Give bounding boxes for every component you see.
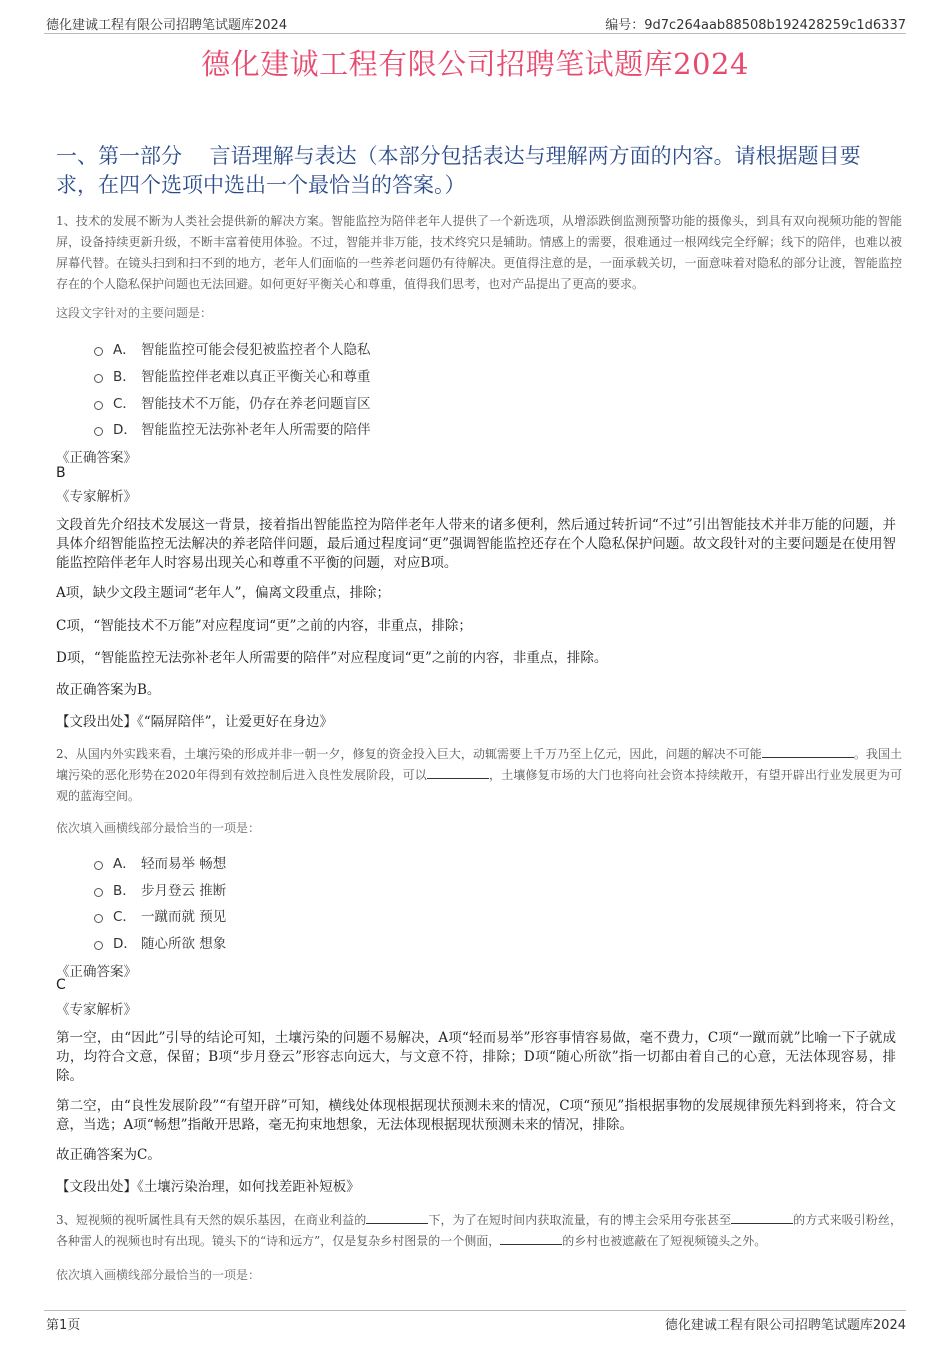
option-text: 智能技术不万能，仍存在养老问题盲区	[141, 396, 371, 412]
section-heading: 一、第一部分 言语理解与表达（本部分包括表达与理解两方面的内容。请根据题目要求，在四个选项中选出一个最恰当的答案。）	[56, 144, 861, 197]
footer-divider	[44, 1310, 906, 1311]
fill-blank	[500, 1232, 562, 1245]
header-doc-id: 编号：9d7c264aab88508b192428259c1d6337	[605, 18, 906, 33]
option-text: 步月登云 推断	[141, 883, 227, 899]
q2-analysis-blank2: 第二空，由“良性发展阶段”“有望开辟”可知，横线处体现根据现状预测未来的情况，C项“预见”指根据事物的发展规律预先料到将来，符合文意，当选；A项“畅想”指敞开思路，毫无拘束地想象，无法体现根据现状预测未来的情况，排除。	[56, 1098, 896, 1133]
q1-option-d[interactable]	[94, 418, 371, 438]
q1-analysis-d: D项，“智能监控无法弥补老年人所需要的陪伴”对应程度词“更”之前的内容，非重点，排除。	[56, 650, 608, 666]
q3-prompt: 依次填入画横线部分最恰当的一项是：	[56, 1268, 261, 1282]
radio-icon[interactable]	[94, 347, 103, 356]
option-text: 智能监控伴老难以真正平衡关心和尊重	[141, 369, 371, 385]
radio-icon[interactable]	[94, 861, 103, 870]
option-letter: C．	[113, 396, 136, 412]
q2-option-c[interactable]	[94, 905, 226, 925]
option-text: 轻而易举 畅想	[141, 856, 227, 872]
q2-passage	[56, 744, 902, 807]
q2-analysis-label: 《专家解析》	[56, 1002, 137, 1018]
q2-option-d[interactable]	[94, 932, 226, 952]
page-number: 第1页	[46, 1318, 81, 1333]
q1-analysis-a: A项，缺少文段主题词“老年人”，偏离文段重点，排除；	[56, 585, 391, 601]
q1-analysis-main: 文段首先介绍技术发展这一背景，接着指出智能监控为陪伴老年人带来的诸多便利，然后通过转折词“不过”引出智能技术并非万能的问题，并具体介绍智能监控无法解决的养老陪伴问题，最后通过程度词“更”强调智能监控还存在个人隐私保护问题。故文段针对的主要问题是在使用智能监控陪伴老年人时容易出现关心和尊重不平衡的问题，对应B项。	[56, 517, 896, 571]
option-text: 一蹴而就 预见	[141, 909, 227, 925]
fill-blank	[427, 766, 489, 779]
q3-text-part3: 的方式来吸引粉丝，各种雷人的视频也时有出现。镜头下的“诗和远方”，仅是复杂乡村图景的一个侧面，	[56, 1213, 902, 1248]
q3-text-part4: 的乡村也被遮蔽在了短视频镜头之外。	[562, 1234, 767, 1248]
option-letter: C．	[113, 909, 136, 925]
q3-text-part1: 3、短视频的视听属性具有天然的娱乐基因，在商业利益的	[56, 1213, 367, 1227]
option-letter: B．	[113, 883, 136, 899]
option-letter: A．	[113, 856, 136, 872]
q1-option-a[interactable]	[94, 338, 371, 358]
q1-analysis-label: 《专家解析》	[56, 489, 137, 505]
option-text: 智能监控无法弥补老年人所需要的陪伴	[141, 422, 371, 438]
q3-text-part2: 下，为了在短时间内获取流量，有的博主会采用夸张甚至	[428, 1213, 732, 1227]
option-letter: B．	[113, 369, 136, 385]
q1-option-b[interactable]	[94, 365, 371, 385]
header-divider	[44, 33, 906, 34]
q2-analysis-blank1: 第一空，由“因此”引导的结论可知，土壤污染的问题不易解决，A项“轻而易举”形容事情容易做，毫不费力，C项“一蹴而就”比喻一下子就成功，均符合文意，保留；B项“步月登云”形容志向远大，与文意不符，排除；D项“随心所欲”指一切都由着自己的心意，无法体现容易，排除。	[56, 1030, 896, 1084]
q2-text-part2: 。我国土壤污染的恶化形势在2020年得到有效控制后进入良性发展阶段，可以	[56, 747, 902, 782]
option-text: 随心所欲 想象	[141, 936, 227, 952]
footer-doc-title: 德化建诚工程有限公司招聘笔试题库2024	[664, 1318, 906, 1333]
option-letter: D．	[113, 422, 137, 438]
q1-correct-label: 《正确答案》	[56, 450, 137, 466]
option-text: 智能监控可能会侵犯被监控者个人隐私	[141, 342, 371, 358]
q3-passage	[56, 1210, 902, 1252]
q1-prompt: 这段文字针对的主要问题是：	[56, 306, 213, 320]
q2-prompt: 依次填入画横线部分最恰当的一项是：	[56, 821, 261, 835]
radio-icon[interactable]	[94, 427, 103, 436]
option-letter: D．	[113, 936, 137, 952]
q1-analysis-c: C项，“智能技术不万能”对应程度词“更”之前的内容，非重点，排除；	[56, 618, 472, 634]
page-title: 德化建诚工程有限公司招聘笔试题库2024	[201, 47, 749, 81]
q2-source: 【文段出处】《土壤污染治理，如何找差距补短板》	[56, 1179, 360, 1195]
radio-icon[interactable]	[94, 401, 103, 410]
header-doc-title: 德化建诚工程有限公司招聘笔试题库2024	[46, 18, 288, 33]
q1-passage: 1、技术的发展不断为人类社会提供新的解决方案。智能监控为陪伴老年人提供了一个新选项，从增添跌倒监测预警功能的摄像头，到具有双向视频功能的智能屏，设备持续更新升级，不断丰富着使用体验。不过，智能并非万能，技术终究只是辅助。情感上的需要，很难通过一根网线完全纾解；线下的陪伴，也难以被屏幕代替。在镜头扫到和扫不到的地方，老年人们面临的一些养老问题仍有待解决。更值得注意的是，一面承载关切，一面意味着对隐私的部分让渡，智能监控存在的个人隐私保护问题也无法回避。如何更好平衡关心和尊重，值得我们思考，也对产品提出了更高的要求。	[56, 214, 902, 291]
q2-text-part3: ，土壤修复市场的大门也将向社会资本持续敞开，有望开辟出行业发展更为可观的蓝海空间。	[56, 768, 902, 803]
q2-option-b[interactable]	[94, 879, 226, 899]
q2-option-a[interactable]	[94, 852, 226, 872]
fill-blank	[731, 1211, 793, 1224]
q1-option-c[interactable]	[94, 392, 371, 412]
q1-source: 【文段出处】《“隔屏陪伴”，让爱更好在身边》	[56, 714, 334, 730]
radio-icon[interactable]	[94, 374, 103, 383]
radio-icon[interactable]	[94, 888, 103, 897]
q1-answer: B	[56, 465, 66, 481]
q1-conclusion: 故正确答案为B。	[56, 682, 161, 698]
q2-answer: C	[56, 977, 66, 993]
radio-icon[interactable]	[94, 941, 103, 950]
fill-blank	[366, 1211, 428, 1224]
radio-icon[interactable]	[94, 914, 103, 923]
q2-correct-label: 《正确答案》	[56, 964, 137, 980]
fill-blank	[762, 745, 854, 758]
q2-text-part1: 2、从国内外实践来看，土壤污染的形成并非一朝一夕，修复的资金投入巨大，动辄需要上千万乃至上亿元，因此，问题的解决不可能	[56, 747, 762, 761]
option-letter: A．	[113, 342, 136, 358]
q2-conclusion: 故正确答案为C。	[56, 1147, 161, 1163]
